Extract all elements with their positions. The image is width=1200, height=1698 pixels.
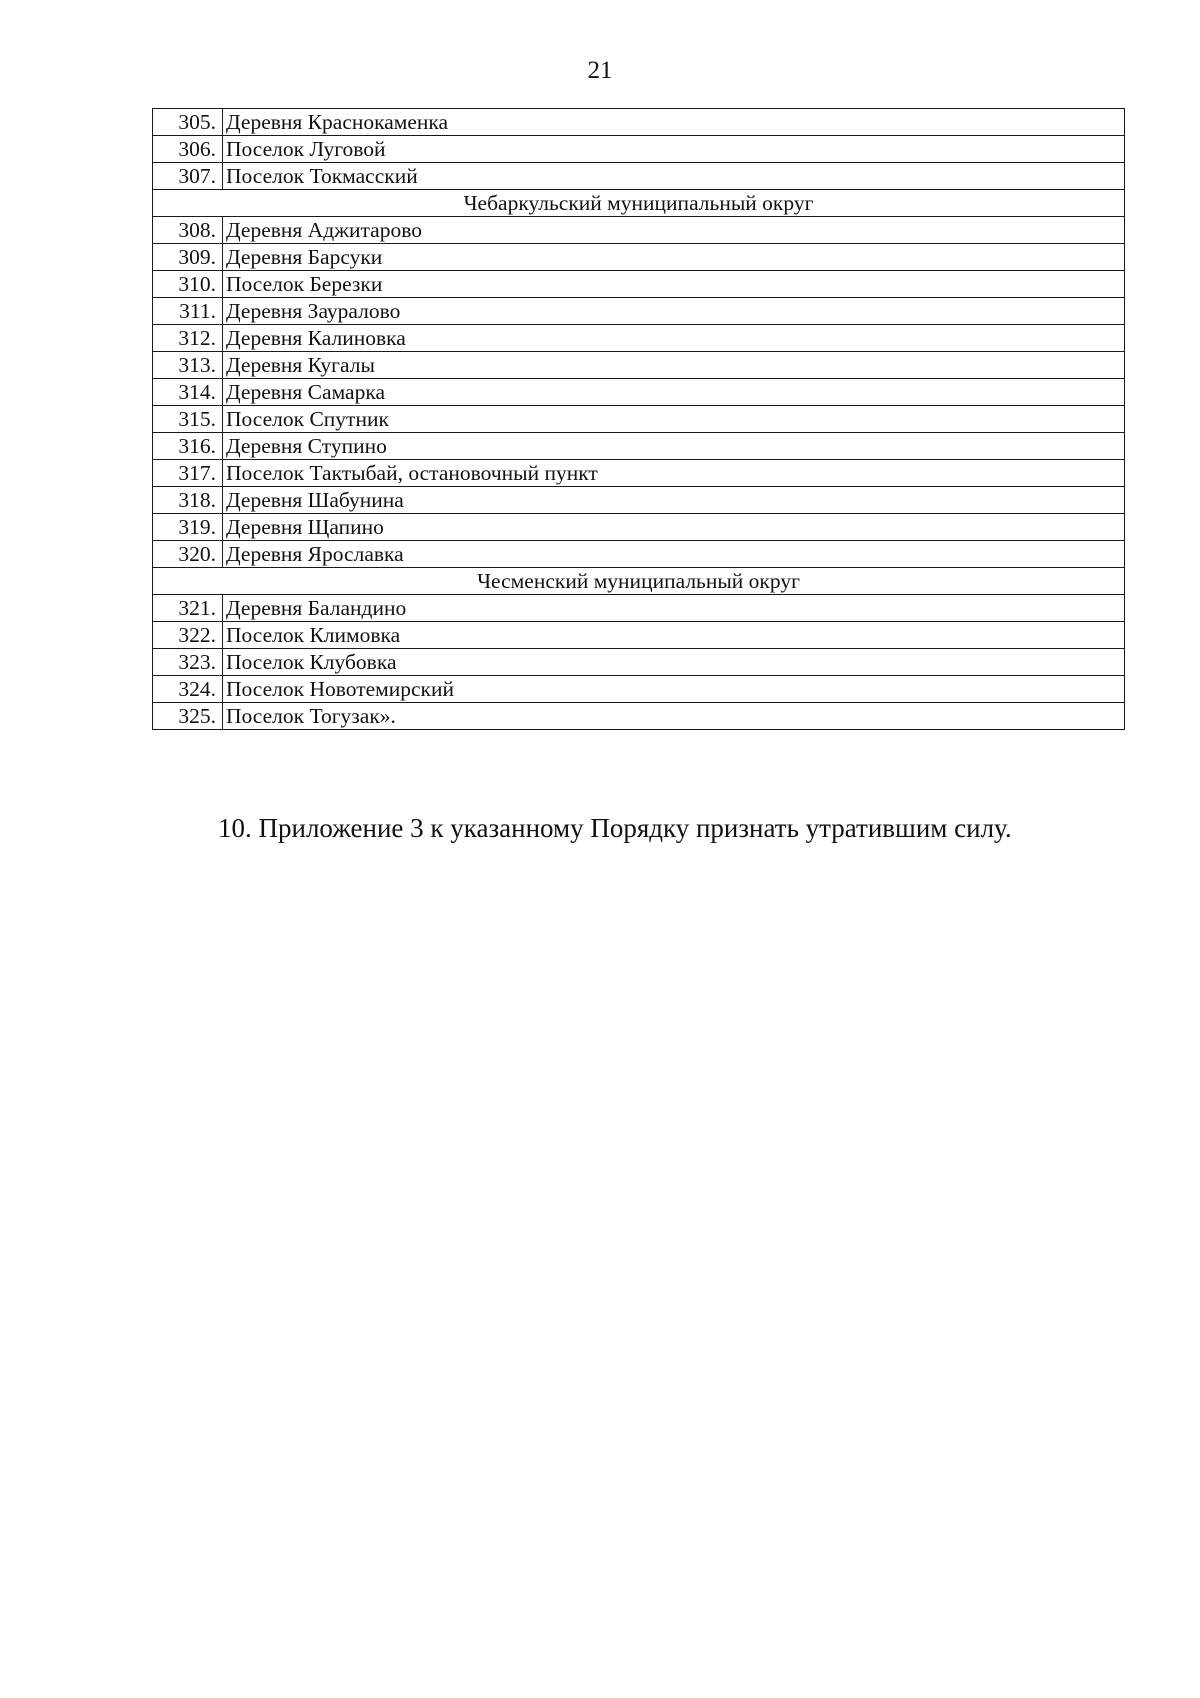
settlement-name: Деревня Шабунина xyxy=(223,487,1125,514)
row-number: 323. xyxy=(153,649,223,676)
row-number: 306. xyxy=(153,136,223,163)
table-row xyxy=(153,298,1125,325)
settlement-name: Деревня Кугалы xyxy=(223,352,1125,379)
table-row xyxy=(153,136,1125,163)
settlement-name: Поселок Климовка xyxy=(223,622,1125,649)
page-number: 21 xyxy=(587,57,613,84)
row-number: 321. xyxy=(153,595,223,622)
settlement-name: Поселок Спутник xyxy=(223,406,1125,433)
table-row xyxy=(153,406,1125,433)
table-section-row xyxy=(153,568,1125,595)
row-number: 312. xyxy=(153,325,223,352)
settlement-name: Деревня Аджитарово xyxy=(223,217,1125,244)
row-number: 316. xyxy=(153,433,223,460)
table-row xyxy=(153,541,1125,568)
table-row xyxy=(153,217,1125,244)
row-number: 322. xyxy=(153,622,223,649)
row-number: 309. xyxy=(153,244,223,271)
table-section-row xyxy=(153,190,1125,217)
settlement-name: Деревня Калиновка xyxy=(223,325,1125,352)
table-row xyxy=(153,649,1125,676)
table-row xyxy=(153,622,1125,649)
settlements-table-body xyxy=(153,109,1125,730)
row-number: 320. xyxy=(153,541,223,568)
row-number: 310. xyxy=(153,271,223,298)
row-number: 324. xyxy=(153,676,223,703)
settlement-name: Поселок Березки xyxy=(223,271,1125,298)
settlements-table xyxy=(152,108,1125,730)
row-number: 305. xyxy=(153,109,223,136)
settlement-name: Деревня Щапино xyxy=(223,514,1125,541)
row-number: 311. xyxy=(153,298,223,325)
table-row xyxy=(153,460,1125,487)
settlement-name: Деревня Ступино xyxy=(223,433,1125,460)
table-row xyxy=(153,244,1125,271)
row-number: 318. xyxy=(153,487,223,514)
row-number: 308. xyxy=(153,217,223,244)
closing-paragraph: 10. Приложение 3 к указанному Порядку признать утратившим силу. xyxy=(218,813,1012,843)
row-number: 319. xyxy=(153,514,223,541)
settlement-name: Деревня Барсуки xyxy=(223,244,1125,271)
table-row xyxy=(153,514,1125,541)
settlement-name: Деревня Краснокаменка xyxy=(223,109,1125,136)
table-row xyxy=(153,109,1125,136)
settlement-name: Деревня Зауралово xyxy=(223,298,1125,325)
row-number: 314. xyxy=(153,379,223,406)
settlement-name: Поселок Луговой xyxy=(223,136,1125,163)
table-row xyxy=(153,271,1125,298)
row-number: 317. xyxy=(153,460,223,487)
settlement-name: Поселок Клубовка xyxy=(223,649,1125,676)
table-row xyxy=(153,487,1125,514)
settlement-name: Поселок Токмасский xyxy=(223,163,1125,190)
settlement-name: Деревня Ярославка xyxy=(223,541,1125,568)
settlement-name: Деревня Баландино xyxy=(223,595,1125,622)
row-number: 313. xyxy=(153,352,223,379)
table-row xyxy=(153,676,1125,703)
settlement-name: Поселок Тогузак». xyxy=(223,703,1125,730)
section-header: Чебаркульский муниципальный округ xyxy=(153,190,1125,217)
table-row xyxy=(153,379,1125,406)
settlement-name: Поселок Новотемирский xyxy=(223,676,1125,703)
table-row xyxy=(153,433,1125,460)
table-row xyxy=(153,595,1125,622)
row-number: 325. xyxy=(153,703,223,730)
row-number: 315. xyxy=(153,406,223,433)
row-number: 307. xyxy=(153,163,223,190)
section-header: Чесменский муниципальный округ xyxy=(153,568,1125,595)
table-row xyxy=(153,703,1125,730)
table-row xyxy=(153,352,1125,379)
settlement-name: Поселок Тактыбай, остановочный пункт xyxy=(223,460,1125,487)
table-row xyxy=(153,325,1125,352)
settlement-name: Деревня Самарка xyxy=(223,379,1125,406)
table-row xyxy=(153,163,1125,190)
